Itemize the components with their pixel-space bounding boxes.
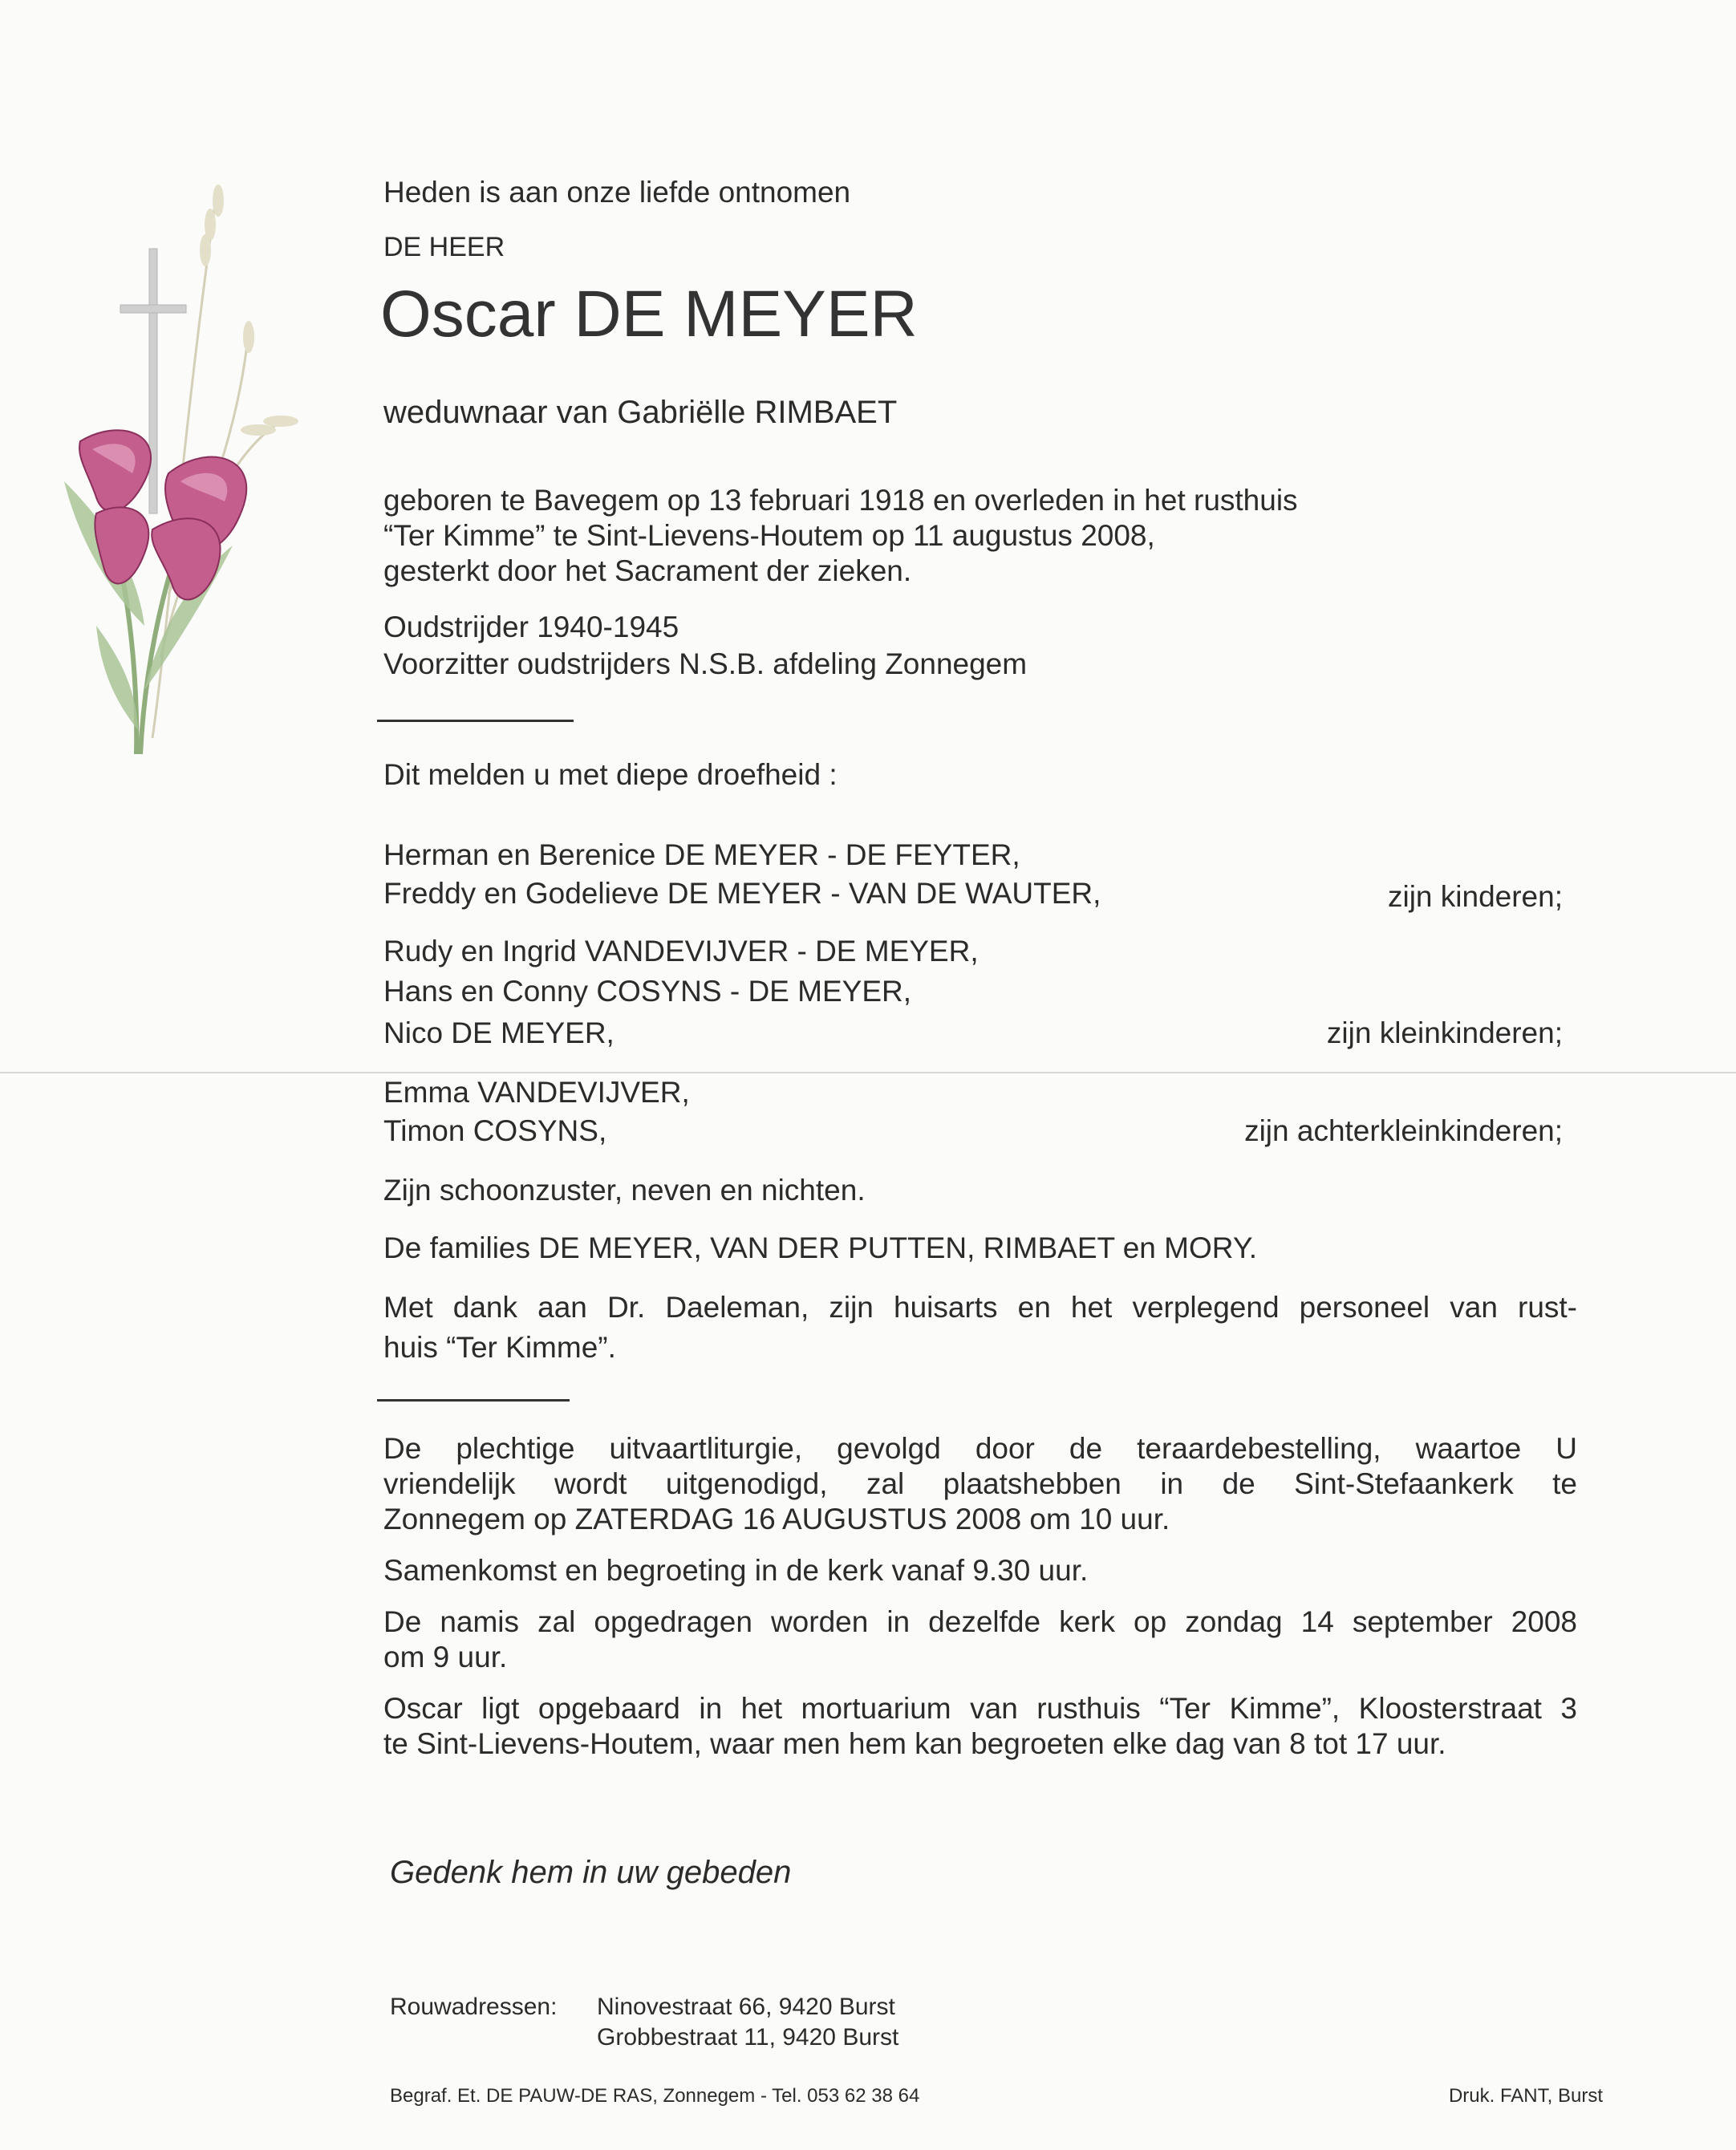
- children-label: zijn kinderen;: [1387, 880, 1563, 913]
- addresses-label: Rouwadressen:: [390, 1994, 558, 2020]
- in-laws-line: Zijn schoonzuster, neven en nichten.: [383, 1174, 866, 1207]
- mass-line-2: om 9 uur.: [383, 1641, 508, 1673]
- bio-line-3: gesterkt door het Sacrament der zieken.: [383, 554, 912, 587]
- undertaker-line: Begraf. Et. DE PAUW-DE RAS, Zonnegem - Tel. 053 62 38 64: [390, 2085, 920, 2107]
- prayer-line: Gedenk hem in uw gebeden: [390, 1855, 792, 1890]
- list-item: Rudy en Ingrid VANDEVIJVER - DE MEYER,: [383, 935, 979, 968]
- grandchildren-label: zijn kleinkinderen;: [1326, 1016, 1563, 1049]
- fold-line: [0, 1072, 1736, 1073]
- deceased-name: Oscar DE MEYER: [380, 278, 918, 351]
- list-item: Emma VANDEVIJVER,: [383, 1076, 690, 1109]
- calla-lily-cross-illustration: [48, 176, 321, 762]
- address-line: Grobbestraat 11, 9420 Burst: [597, 2024, 899, 2051]
- thanks-line-2: huis “Ter Kimme”.: [383, 1331, 616, 1364]
- families-line: De families DE MEYER, VAN DER PUTTEN, RIMBAET en MORY.: [383, 1231, 1258, 1264]
- list-item: Herman en Berenice DE MEYER - DE FEYTER,: [383, 838, 1020, 871]
- gathering-line: Samenkomst en begroeting in de kerk vanaf 9.30 uur.: [383, 1554, 1089, 1587]
- intro-text: Heden is aan onze liefde ontnomen: [383, 176, 851, 209]
- service-line-3: Zonnegem op ZATERDAG 16 AUGUSTUS 2008 om 10 uur.: [383, 1503, 1170, 1535]
- service-line-2: vriendelijk wordt uitgenodigd, zal plaatshebben in de Sint-Stefaankerk te: [383, 1467, 1577, 1500]
- list-item: Freddy en Godelieve DE MEYER - VAN DE WAUTER,: [383, 877, 1101, 910]
- family-intro: Dit melden u met diepe droefheid :: [383, 758, 838, 791]
- chair-line: Voorzitter oudstrijders N.S.B. afdeling Zonnegem: [383, 647, 1028, 680]
- great-grandchildren-label: zijn achterkleinkinderen;: [1244, 1114, 1563, 1147]
- list-item: Nico DE MEYER,: [383, 1016, 614, 1049]
- cross-icon: [149, 249, 157, 513]
- laid-out-line-2: te Sint-Lievens-Houtem, waar men hem kan begroeten elke dag van 8 tot 17 uur.: [383, 1727, 1446, 1760]
- list-item: Timon COSYNS,: [383, 1114, 607, 1147]
- title-prefix: DE HEER: [383, 232, 505, 262]
- mass-line-1: De namis zal opgedragen worden in dezelfde kerk op zondag 14 september 2008: [383, 1605, 1577, 1638]
- list-item: Hans en Conny COSYNS - DE MEYER,: [383, 975, 911, 1008]
- spouse-line: weduwnaar van Gabriëlle RIMBAET: [383, 395, 898, 430]
- printer-line: Druk. FANT, Burst: [1448, 2085, 1603, 2107]
- divider: [377, 720, 574, 722]
- address-line: Ninovestraat 66, 9420 Burst: [597, 1994, 895, 2020]
- veteran-line: Oudstrijder 1940-1945: [383, 611, 679, 643]
- service-line-1: De plechtige uitvaartliturgie, gevolgd door de teraardebestelling, waartoe U: [383, 1432, 1577, 1465]
- thanks-line-1: Met dank aan Dr. Daeleman, zijn huisarts en het verplegend personeel van rust-: [383, 1291, 1577, 1324]
- divider: [377, 1399, 570, 1402]
- laid-out-line-1: Oscar ligt opgebaard in het mortuarium van rusthuis “Ter Kimme”, Kloosterstraat 3: [383, 1692, 1577, 1725]
- bio-line-1: geboren te Bavegem op 13 februari 1918 en overleden in het rusthuis: [383, 484, 1298, 517]
- bio-line-2: “Ter Kimme” te Sint-Lievens-Houtem op 11 augustus 2008,: [383, 519, 1155, 552]
